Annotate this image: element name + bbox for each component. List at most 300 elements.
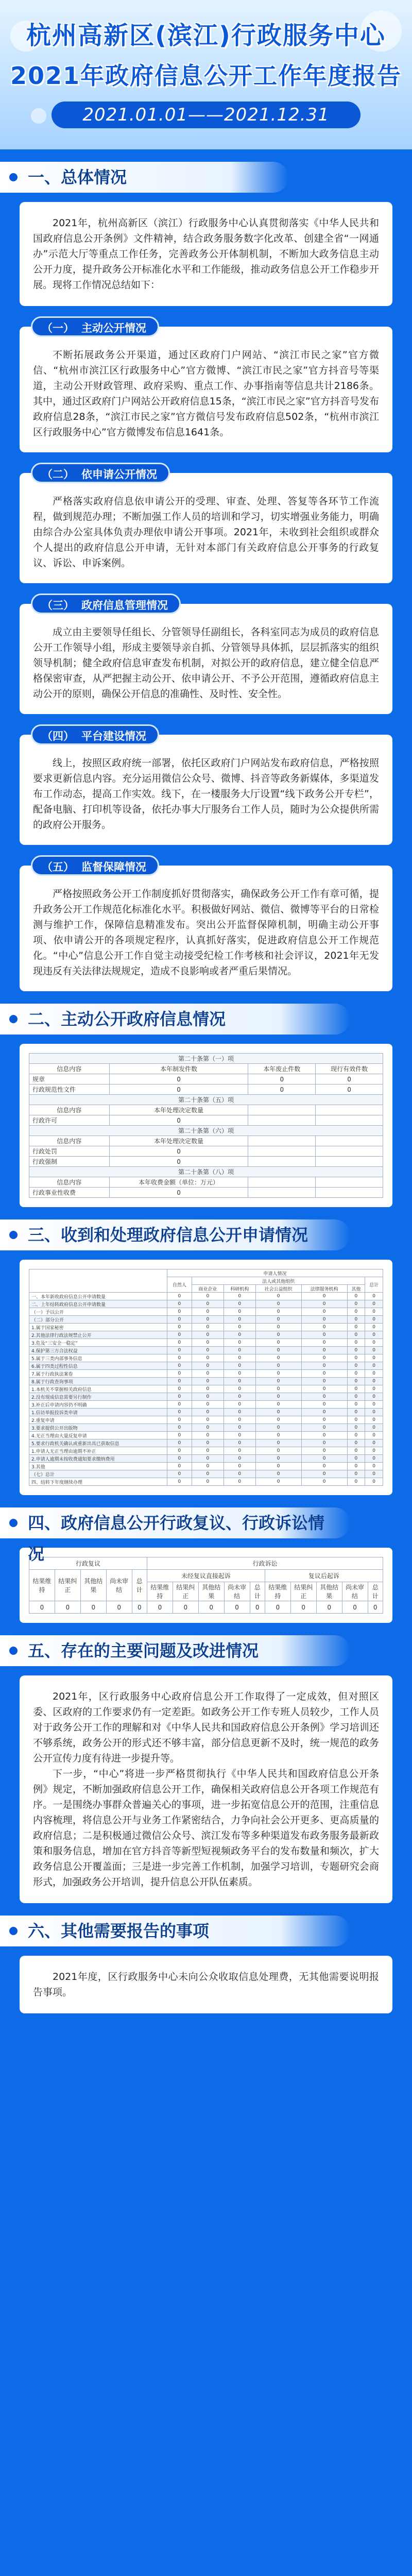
table-cell: 0 xyxy=(301,1393,347,1401)
table-cell: 0 xyxy=(301,1370,347,1378)
table-cell: 规章 xyxy=(29,1074,110,1084)
table-cell: 0 xyxy=(192,1409,224,1416)
table-cell: 0 xyxy=(347,1300,365,1308)
section-banner-active xyxy=(0,1004,412,1035)
table-cell: 0 xyxy=(347,1424,365,1432)
table-cell: 0 xyxy=(365,1393,383,1401)
table-cell: 0 xyxy=(167,1308,192,1316)
table-cell: 0 xyxy=(301,1478,347,1486)
table-cell: 0 xyxy=(301,1354,347,1362)
table-row xyxy=(29,1447,383,1455)
table-cell: 0 xyxy=(347,1331,365,1339)
table-cell: 0 xyxy=(109,1074,248,1084)
table-cell: 0 xyxy=(290,1601,316,1614)
table-cell: 0 xyxy=(301,1447,347,1455)
table-header-row xyxy=(29,1064,383,1074)
table-cell: 0 xyxy=(224,1362,255,1370)
table-cell xyxy=(248,1188,316,1198)
table-row xyxy=(29,1074,383,1084)
table-cell: 0 xyxy=(301,1385,347,1393)
problems-text-1: 2021年，区行政服务中心政府信息公开工作取得了一定成效，但对照区委、区政府的工作要求仍有一定差距。如政务公开工作专班人员较少，工作人员对于政务公开工作的理解和对《中华人民共和国政府信息公开条例》学习培训还不够系统，政务公开的形式还不够丰富，部分信息更新不及时，统一规范的政务公开宣传力度有待进一步提升等。 xyxy=(33,1691,379,1764)
table-cell: 0 xyxy=(255,1347,301,1354)
table-header-cell xyxy=(316,1105,383,1115)
table-row-label: 一、本年新收政府信息公开申请数量 xyxy=(29,1293,167,1300)
table-cell: 0 xyxy=(192,1447,224,1455)
table-cell: 0 xyxy=(342,1601,368,1614)
table-cell: 0 xyxy=(347,1339,365,1347)
table-cell: 0 xyxy=(224,1331,255,1339)
table-header-cell xyxy=(248,1136,316,1146)
problems-card xyxy=(20,1675,392,1903)
table-cell: 0 xyxy=(255,1447,301,1455)
report-title-line1: 杭州高新区(滨江)行政服务中心 xyxy=(26,21,386,50)
table-cell: 0 xyxy=(365,1378,383,1385)
table-row xyxy=(29,1393,383,1401)
sub-tag xyxy=(31,316,159,337)
table-cell: 0 xyxy=(167,1385,192,1393)
table-cell: 0 xyxy=(255,1324,301,1331)
table-row-label: 2.重复申请 xyxy=(29,1416,167,1424)
table-cell: 0 xyxy=(109,1084,248,1095)
table-cell xyxy=(316,1146,383,1157)
table-cell: 0 xyxy=(224,1324,255,1331)
table-cell: 0 xyxy=(173,1601,198,1614)
sub-text: 线上，按照区政府统一部署，依托区政府门户网站发布政府信息，严格按照要求更新信息内容。充分运用微信公众号、微博、抖音等政务新媒体，多渠道发布工作动态，提高工作实效。线下，在一楼服务大厅设置“线下政务公开专栏”，配备电脑、打印机等设备，依托办事大厅服务台工作人员，随时为公众提供所需的政府公开服务。 xyxy=(33,757,379,831)
table-cell: 0 xyxy=(301,1424,347,1432)
table-header-cell: 其他结果 xyxy=(316,1582,342,1601)
table-cell: 0 xyxy=(255,1385,301,1393)
sub-card-information-management xyxy=(20,599,392,714)
sub-number: （三） xyxy=(42,599,74,612)
table-header-cell: 法律服务机构 xyxy=(301,1285,347,1293)
table-header-cell: 行政诉讼 xyxy=(147,1557,383,1570)
table-cell xyxy=(248,1146,316,1157)
table-cell: 0 xyxy=(224,1455,255,1463)
problems-text-2: 下一步，“中心”将进一步严格贯彻执行《中华人民共和国政府信息公开条例》规定，不断加强政府信息公开工作，确保相关政府信息公开各项工作规范有序。一是围绕办事群众普遍关心的事项，进一步拓宽信息公开的范围，注重信息内容梳理，将信息公开与业务工作紧密结合，力争向社会公开更多、更高质量的政府信息；二是积极通过微信公众号、滨江发布等多种渠道发布政务服务最新政策和服务信息，增加在官方抖音等新型短视频政务平台的发布数量和频次，扩大政务信息公开覆盖面；三是进一步完善工作机制，加强学习培训，专题研究会商形式，加强政务公开培训，提升信息公开队伍素质。 xyxy=(33,1768,379,1888)
table-cell: 0 xyxy=(365,1354,383,1362)
group-title: 第二十条第（五）项 xyxy=(29,1095,383,1105)
bullet-icon xyxy=(9,173,18,181)
table-cell: 0 xyxy=(224,1424,255,1432)
table-cell: 0 xyxy=(167,1300,192,1308)
table-header-cell: 结果维持 xyxy=(29,1570,55,1601)
table-cell: 0 xyxy=(224,1463,255,1470)
section-banner-review xyxy=(0,1507,412,1564)
table-group-header xyxy=(29,1095,383,1105)
table-cell: 0 xyxy=(80,1601,106,1614)
table-cell: 0 xyxy=(109,1115,248,1126)
table-cell: 0 xyxy=(198,1601,224,1614)
table-header-cell: 本年废止件数 xyxy=(248,1064,316,1074)
report-header xyxy=(0,0,412,149)
table-row-label: 2.其他法律行政法规禁止公开 xyxy=(29,1331,167,1339)
sub-title: 依申请公开情况 xyxy=(81,468,157,481)
table-cell: 0 xyxy=(301,1362,347,1370)
table-header-cell: 结果维持 xyxy=(147,1582,173,1601)
sub-tag xyxy=(31,724,159,745)
table-row xyxy=(29,1470,383,1478)
table-cell: 0 xyxy=(109,1157,248,1167)
table-header-cell: 信息内容 xyxy=(29,1105,110,1115)
table-cell: 0 xyxy=(224,1439,255,1447)
other-text: 2021年度，区行政服务中心未向公众收取信息处理费，无其他需要说明报告事项。 xyxy=(33,1971,379,1998)
table-header-cell: 本年制发件数 xyxy=(109,1064,248,1074)
table-header-cell: 社会公益组织 xyxy=(255,1285,301,1293)
table-cell: 0 xyxy=(224,1432,255,1439)
table-row xyxy=(29,1378,383,1385)
table-cell: 0 xyxy=(224,1370,255,1378)
table-cell: 0 xyxy=(248,1084,316,1095)
table-cell: 0 xyxy=(255,1331,301,1339)
table-row xyxy=(29,1308,383,1316)
table-cell: 0 xyxy=(301,1300,347,1308)
table-cell: 0 xyxy=(167,1354,192,1362)
table-header-cell: 尚未审结 xyxy=(106,1570,132,1601)
table-row xyxy=(29,1370,383,1378)
table-row-label: 5.属于三类内部事务信息 xyxy=(29,1354,167,1362)
table-row xyxy=(29,1293,383,1300)
table-cell: 0 xyxy=(347,1293,365,1300)
section-banner-problems xyxy=(0,1635,412,1666)
table-cell: 0 xyxy=(347,1470,365,1478)
table-cell: 0 xyxy=(255,1339,301,1347)
table-cell: 行政强制 xyxy=(29,1157,110,1167)
table-cell: 0 xyxy=(255,1478,301,1486)
table-cell: 0 xyxy=(255,1409,301,1416)
group-title: 第二十条第（一）项 xyxy=(29,1054,383,1064)
sub-text: 严格按照政务公开工作制度抓好贯彻落实，确保政务公开工作有章可循，提升政务公开工作规范化标准化水平。积极做好网站、微信、微博等平台的日常检测与维护工作，保障信息精准发布。突出公开监督保障机制，明确主动公开事项、依申请公开的各项规定程序，认真抓好落实，促进政府信息公开工作规范化。“中心”信息公开工作自觉主动接受纪检工作考核和社会评议，2021年无发现违反有关法律法规规定，造成不良影响或者严重后果情况。 xyxy=(33,888,379,977)
table-header-row xyxy=(29,1105,383,1115)
table-row xyxy=(29,1157,383,1167)
table-cell: 0 xyxy=(301,1293,347,1300)
table-cell: 0 xyxy=(255,1416,301,1424)
table-header-cell: 信息内容 xyxy=(29,1136,110,1146)
table-cell: 0 xyxy=(255,1316,301,1324)
other-card xyxy=(20,1956,392,2013)
active-disclosure-table xyxy=(29,1053,383,1198)
table-row-label: （一）予以公开 xyxy=(29,1308,167,1316)
table-cell xyxy=(248,1157,316,1167)
table-cell: 0 xyxy=(365,1409,383,1416)
table-cell: 0 xyxy=(347,1478,365,1486)
table-cell: 0 xyxy=(167,1316,192,1324)
table-cell: 0 xyxy=(132,1601,147,1614)
table-cell: 0 xyxy=(301,1339,347,1347)
table-row-label: 4.保护第三方合法权益 xyxy=(29,1347,167,1354)
table-header-cell: 结果纠正 xyxy=(290,1582,316,1601)
table-header-cell: 结果纠正 xyxy=(55,1570,80,1601)
sub-tag xyxy=(31,594,181,614)
table-cell xyxy=(316,1115,383,1126)
table-cell: 0 xyxy=(255,1470,301,1478)
sub-text: 成立由主要领导任组长、分管领导任副组长，各科室同志为成员的政府信息公开工作领导小组，形成主要领导亲自抓、分管领导具体抓，层层抓落实的组织领导机制；健全政府信息审查发布机制，对拟公开的政府信息，建立健全信息严格保密审查，从严把握主动公开、依申请公开、不予公开范围，遵循政府信息主动公开的原则，确保公开信息的准确性、及时性、安全性。 xyxy=(33,626,379,700)
table-header-cell: 商业企业 xyxy=(192,1285,224,1293)
section-banner-applications xyxy=(0,1219,412,1250)
table-row xyxy=(29,1601,383,1614)
table-cell: 0 xyxy=(167,1370,192,1378)
table-cell: 行政规范性文件 xyxy=(29,1084,110,1095)
table-cell: 0 xyxy=(301,1316,347,1324)
table-cell: 0 xyxy=(365,1370,383,1378)
table-cell: 0 xyxy=(192,1470,224,1478)
table-cell: 0 xyxy=(365,1439,383,1447)
table-row-label: 二、上年结转政府信息公开申请数量 xyxy=(29,1300,167,1308)
table-cell: 0 xyxy=(167,1463,192,1470)
table-cell: 0 xyxy=(365,1347,383,1354)
table-header-cell: 总计 xyxy=(250,1582,265,1601)
table-row xyxy=(29,1188,383,1198)
table-cell: 行政事业性收费 xyxy=(29,1188,110,1198)
table-cell: 0 xyxy=(347,1347,365,1354)
table-header-cell: 尚未审结 xyxy=(342,1582,368,1601)
table-row-label: 1.本机关不掌握相关政府信息 xyxy=(29,1385,167,1393)
table-header-cell: 复议后起诉 xyxy=(265,1570,383,1582)
table-row-label: 5.要求行政机关确认或重新出具已获取信息 xyxy=(29,1439,167,1447)
bubble-decoration xyxy=(31,108,46,124)
sub-card-application-disclosure xyxy=(20,468,392,583)
table-header-cell: 其他 xyxy=(347,1285,365,1293)
sub-title: 监督保障情况 xyxy=(81,861,146,873)
table-cell: 0 xyxy=(224,1354,255,1362)
table-cell: 0 xyxy=(192,1331,224,1339)
table-cell: 0 xyxy=(255,1354,301,1362)
table-row-label: 6.属于四类过程性信息 xyxy=(29,1362,167,1370)
table-cell: 0 xyxy=(365,1478,383,1486)
table-cell: 0 xyxy=(167,1331,192,1339)
table-cell: 0 xyxy=(167,1439,192,1447)
table-cell: 0 xyxy=(255,1439,301,1447)
table-cell: 0 xyxy=(192,1362,224,1370)
table-cell: 0 xyxy=(347,1362,365,1370)
overview-text: 2021年，杭州高新区（滨江）行政服务中心认真贯彻落实《中华人民共和国政府信息公开条例》文件精神，结合政务服务数字化改革、创建全省“一网通办”示范大厅等重点工作任务，完善政务公开体制机制，不断加大政务信息主动公开力度，提升政务公开标准化水平和工作能级，推动政务信息公开工作稳步开展。现将工作情况总结如下： xyxy=(33,217,379,291)
table-header-cell: 法人或其他组织 xyxy=(192,1277,365,1285)
table-header-row xyxy=(29,1136,383,1146)
table-header-cell: 本年收费金额（单位：万元） xyxy=(109,1177,248,1188)
table-cell: 0 xyxy=(365,1455,383,1463)
table-cell: 0 xyxy=(167,1347,192,1354)
table-cell: 0 xyxy=(255,1370,301,1378)
table-cell: 0 xyxy=(365,1293,383,1300)
table-row xyxy=(29,1354,383,1362)
table-cell: 0 xyxy=(248,1074,316,1084)
table-cell: 0 xyxy=(365,1308,383,1316)
active-disclosure-table-card xyxy=(20,1044,392,1207)
table-row-label: 3.危及“三安全一稳定” xyxy=(29,1339,167,1347)
table-cell: 0 xyxy=(192,1339,224,1347)
table-cell: 0 xyxy=(255,1424,301,1432)
table-cell: 0 xyxy=(365,1447,383,1455)
table-cell: 0 xyxy=(192,1324,224,1331)
table-row-label: 7.属于行政执法案卷 xyxy=(29,1370,167,1378)
table-cell: 0 xyxy=(255,1463,301,1470)
table-cell: 0 xyxy=(192,1378,224,1385)
table-cell: 0 xyxy=(192,1455,224,1463)
table-row-label: 1.属于国家秘密 xyxy=(29,1324,167,1331)
table-cell: 0 xyxy=(255,1378,301,1385)
section-title: 五、存在的主要问题及改进情况 xyxy=(28,1641,259,1660)
table-cell: 0 xyxy=(365,1362,383,1370)
table-cell: 0 xyxy=(368,1601,383,1614)
table-row xyxy=(29,1339,383,1347)
table-cell: 0 xyxy=(365,1385,383,1393)
table-cell: 0 xyxy=(316,1084,383,1095)
table-cell: 0 xyxy=(224,1347,255,1354)
table-cell: 0 xyxy=(192,1478,224,1486)
table-row xyxy=(29,1084,383,1095)
table-row xyxy=(29,1409,383,1416)
table-cell: 0 xyxy=(192,1393,224,1401)
table-header-cell: 行政复议 xyxy=(29,1557,147,1570)
table-header-row xyxy=(29,1177,383,1188)
table-header-cell: 总计 xyxy=(132,1570,147,1601)
applications-table xyxy=(29,1269,383,1486)
sub-text: 不断拓展政务公开渠道，通过区政府门户网站、“滨江市民之家”官方微信、“杭州市滨江区行政服务中心”官方微博、“滨江市民之家”官方抖音号等渠道，主动公开财政管理、政府采购、重点工作、办事指南等信息共计2186条。其中，通过区政府门户网站公开政府信息15条，“滨江市民之家”官方抖音号发布政府信息28条，“滨江市民之家”官方微信号发布政府信息502条，“杭州市滨江区行政服务中心”官方微博发布信息1641条。 xyxy=(33,349,379,438)
table-cell: 0 xyxy=(347,1308,365,1316)
table-header-cell xyxy=(316,1136,383,1146)
table-cell: 0 xyxy=(167,1378,192,1385)
table-cell: 0 xyxy=(255,1455,301,1463)
table-cell: 0 xyxy=(265,1601,290,1614)
table-cell: 0 xyxy=(301,1409,347,1416)
table-cell: 0 xyxy=(255,1393,301,1401)
table-row-label: 2.申请人逾期未按收费通知要求缴纳费用 xyxy=(29,1455,167,1463)
table-cell: 0 xyxy=(301,1470,347,1478)
table-row xyxy=(29,1478,383,1486)
table-cell: 0 xyxy=(192,1385,224,1393)
table-row xyxy=(29,1316,383,1324)
table-cell: 0 xyxy=(255,1432,301,1439)
table-row xyxy=(29,1347,383,1354)
table-cell: 0 xyxy=(224,1339,255,1347)
table-cell: 0 xyxy=(224,1401,255,1409)
table-cell: 0 xyxy=(316,1601,342,1614)
table-header-cell: 本年处理决定数量 xyxy=(109,1136,248,1146)
section-title: 四、政府信息公开行政复议、行政诉讼情况 xyxy=(28,1513,325,1564)
table-cell: 0 xyxy=(301,1432,347,1439)
table-row-label: 1.申请人无正当理由逾期不补正 xyxy=(29,1447,167,1455)
sub-number: （五） xyxy=(42,861,74,873)
table-row xyxy=(29,1463,383,1470)
table-cell: 0 xyxy=(250,1601,265,1614)
table-header-cell: 信息内容 xyxy=(29,1177,110,1188)
table-cell: 0 xyxy=(365,1424,383,1432)
table-cell: 0 xyxy=(347,1455,365,1463)
table-cell: 0 xyxy=(224,1385,255,1393)
sub-number: （二） xyxy=(42,468,74,481)
table-cell xyxy=(316,1157,383,1167)
table-row-label: 3.要求提供公开出版物 xyxy=(29,1424,167,1432)
table-cell: 0 xyxy=(347,1409,365,1416)
table-header-cell: 其他结果 xyxy=(198,1582,224,1601)
table-cell: 0 xyxy=(347,1463,365,1470)
table-cell: 0 xyxy=(167,1432,192,1439)
table-cell: 0 xyxy=(167,1409,192,1416)
table-cell: 0 xyxy=(192,1463,224,1470)
table-cell: 0 xyxy=(301,1347,347,1354)
table-header-cell: 自然人 xyxy=(167,1277,192,1293)
table-cell: 0 xyxy=(192,1300,224,1308)
table-row-label: 2.没有现成信息需要另行制作 xyxy=(29,1393,167,1401)
table-row xyxy=(29,1401,383,1409)
table-row xyxy=(29,1455,383,1463)
table-cell: 0 xyxy=(167,1478,192,1486)
table-cell: 0 xyxy=(255,1362,301,1370)
table-cell: 0 xyxy=(109,1188,248,1198)
overview-card xyxy=(20,202,392,306)
section-banner-overview xyxy=(0,162,412,193)
group-title: 第二十条第（六）项 xyxy=(29,1126,383,1136)
table-cell: 0 xyxy=(301,1416,347,1424)
table-group-header xyxy=(29,1167,383,1177)
table-cell: 0 xyxy=(167,1324,192,1331)
table-row-label: 1.信访举报投诉类申请 xyxy=(29,1409,167,1416)
table-cell: 0 xyxy=(167,1362,192,1370)
table-cell xyxy=(248,1115,316,1126)
table-header-cell: 总计 xyxy=(368,1582,383,1601)
table-cell: 0 xyxy=(365,1300,383,1308)
table-cell: 0 xyxy=(365,1331,383,1339)
table-header-cell: 本年处理决定数量 xyxy=(109,1105,248,1115)
sub-title: 政府信息管理情况 xyxy=(81,599,168,612)
section-banner-other xyxy=(0,1916,412,1946)
table-cell: 0 xyxy=(347,1316,365,1324)
table-cell: 行政处罚 xyxy=(29,1146,110,1157)
table-cell: 0 xyxy=(365,1432,383,1439)
table-row-label: （七）总计 xyxy=(29,1470,167,1478)
table-cell: 0 xyxy=(167,1416,192,1424)
table-cell: 0 xyxy=(192,1316,224,1324)
table-cell: 0 xyxy=(255,1308,301,1316)
bullet-icon xyxy=(9,1231,18,1239)
table-cell: 0 xyxy=(224,1409,255,1416)
table-row-label: 4.无正当理由大量反复申请 xyxy=(29,1432,167,1439)
table-header-cell: 信息内容 xyxy=(29,1064,110,1074)
sub-number: （四） xyxy=(42,730,74,742)
table-cell: 行政许可 xyxy=(29,1115,110,1126)
applications-table-card xyxy=(20,1260,392,1495)
table-cell: 0 xyxy=(255,1293,301,1300)
table-cell: 0 xyxy=(347,1385,365,1393)
sub-number: （一） xyxy=(42,322,74,334)
table-cell: 0 xyxy=(347,1324,365,1331)
table-cell: 0 xyxy=(192,1347,224,1354)
table-row xyxy=(29,1385,383,1393)
table-row xyxy=(29,1324,383,1331)
table-header-cell: 结果维持 xyxy=(265,1582,290,1601)
table-cell: 0 xyxy=(167,1424,192,1432)
table-cell: 0 xyxy=(347,1401,365,1409)
table-header-cell: 其他结果 xyxy=(80,1570,106,1601)
table-cell: 0 xyxy=(224,1378,255,1385)
table-cell: 0 xyxy=(192,1432,224,1439)
table-cell: 0 xyxy=(192,1308,224,1316)
table-cell: 0 xyxy=(224,1478,255,1486)
bullet-icon xyxy=(9,1927,18,1935)
table-row xyxy=(29,1331,383,1339)
table-cell: 0 xyxy=(301,1324,347,1331)
table-cell: 0 xyxy=(255,1300,301,1308)
table-cell: 0 xyxy=(301,1401,347,1409)
table-cell: 0 xyxy=(301,1308,347,1316)
table-cell: 0 xyxy=(347,1370,365,1378)
table-cell: 0 xyxy=(365,1401,383,1409)
table-cell: 0 xyxy=(365,1316,383,1324)
table-cell: 0 xyxy=(29,1601,55,1614)
sub-card-active-disclosure xyxy=(20,322,392,452)
table-row xyxy=(29,1432,383,1439)
table-row-label: 四、结转下年度继续办理 xyxy=(29,1478,167,1486)
table-header-cell: 现行有效件数 xyxy=(316,1064,383,1074)
